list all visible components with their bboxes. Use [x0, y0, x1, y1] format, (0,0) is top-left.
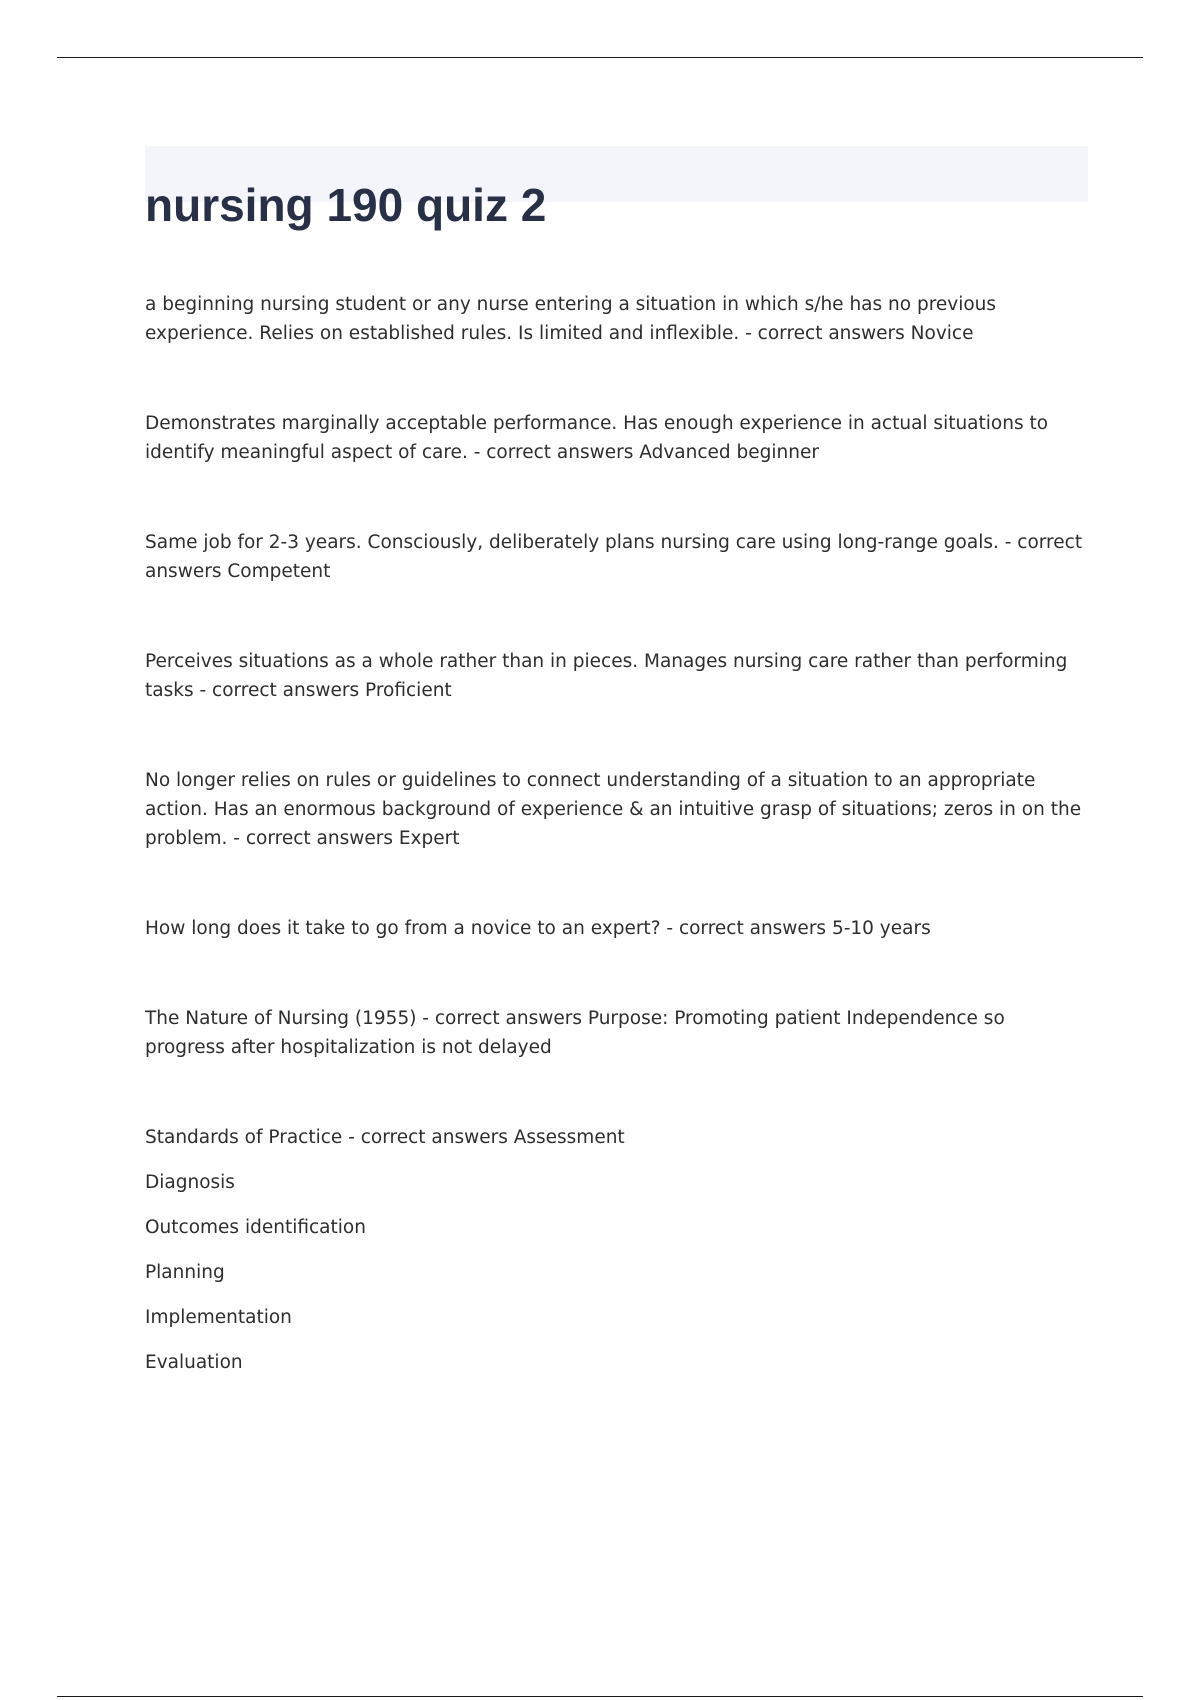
standards-of-practice — [145, 1123, 1090, 1377]
standards-item: Evaluation — [145, 1352, 243, 1373]
flashcard — [145, 1004, 1090, 1062]
standards-item: Implementation — [145, 1307, 292, 1328]
flashcard-list — [145, 290, 1090, 1438]
standards-item: Planning — [145, 1262, 225, 1283]
flashcard — [145, 409, 1090, 467]
bottom-rule — [57, 1696, 1143, 1697]
flashcard-text: How long does it take to go from a novice to an expert? - correct answers 5-10 years — [145, 918, 931, 939]
flashcard-text: a beginning nursing student or any nurse entering a situation in which s/he has no previous experience. Relies on established rules. Is limited and inflexible. - correct answers Novice — [145, 294, 997, 344]
standards-lead: Standards of Practice - correct answers Assessment — [145, 1127, 625, 1148]
flashcard — [145, 766, 1090, 853]
flashcard — [145, 528, 1090, 586]
flashcard — [145, 914, 1090, 943]
standards-item: Outcomes identification — [145, 1217, 366, 1238]
flashcard — [145, 290, 1090, 348]
flashcard-text: No longer relies on rules or guidelines to connect understanding of a situation to an appropriate action. Has an enormous background of experience & an intuitive grasp of situations; zeros in on the problem. - correct answers Expert — [145, 770, 1082, 849]
flashcard-text: Demonstrates marginally acceptable performance. Has enough experience in actual situations to identify meaningful aspect of care. - correct answers Advanced beginner — [145, 413, 1049, 463]
flashcard-text: Perceives situations as a whole rather than in pieces. Manages nursing care rather than performing tasks - correct answers Proficient — [145, 651, 1068, 701]
top-rule — [57, 57, 1143, 58]
flashcard-text: The Nature of Nursing (1955) - correct answers Purpose: Promoting patient Independence so progress after hospitalization is not delayed — [145, 1008, 1005, 1058]
flashcard-text: Same job for 2-3 years. Consciously, deliberately plans nursing care using long-range goals. - correct answers Competent — [145, 532, 1083, 582]
flashcard — [145, 647, 1090, 705]
standards-item: Diagnosis — [145, 1172, 235, 1193]
page-title: nursing 190 quiz 2 — [145, 178, 547, 231]
